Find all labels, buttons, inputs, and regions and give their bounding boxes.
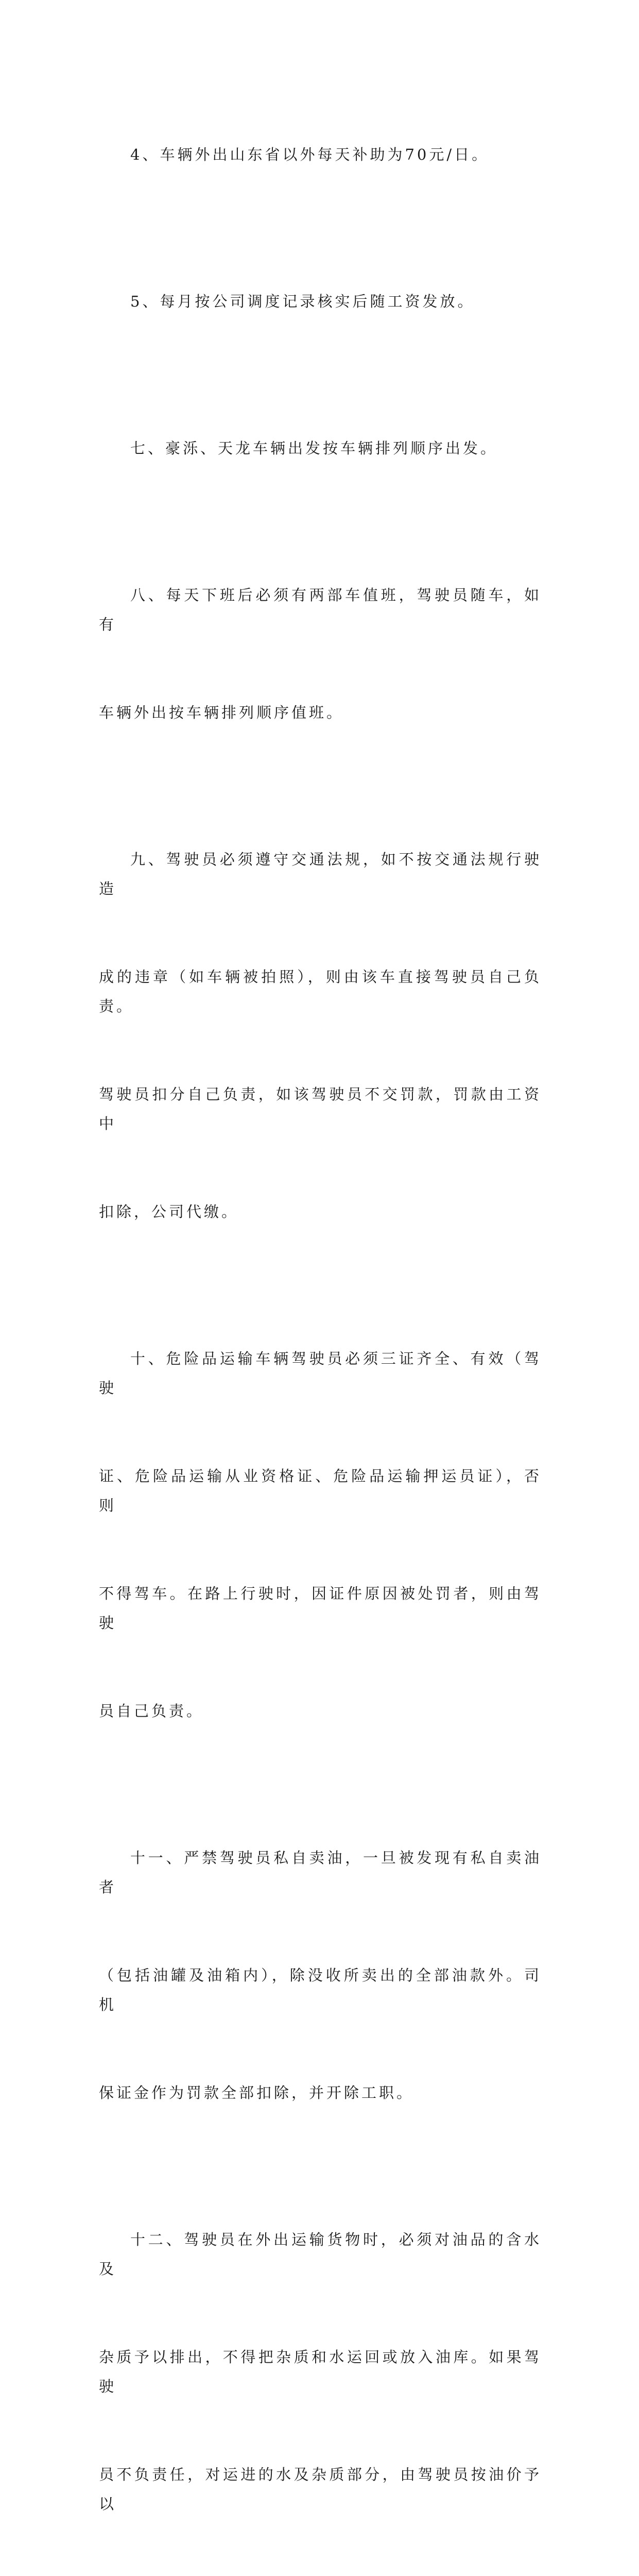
paragraph-line: 成的违章（如车辆被拍照），则由该车直接驾驶员自己负责。	[99, 968, 542, 1015]
paragraph-line: 十、危险品运输车辆驾驶员必须三证齐全、有效（驾驶	[99, 1350, 542, 1397]
paragraph-line: （包括油罐及油箱内），除没收所卖出的全部油款外。司机	[99, 1967, 542, 2013]
paragraph-10-hazmat-certificates	[99, 1285, 542, 1785]
paragraph-line: 十一、严禁驾驶员私自卖油，一旦被发现有私自卖油者	[99, 1849, 542, 1896]
paragraph-line: 保证金作为罚款全部扣除，并开除工职。	[99, 2084, 415, 2102]
paragraph-line: 不得驾车。在路上行驶时，因证件原因被处罚者，则由驾驶	[99, 1585, 542, 1632]
paragraph-7-departure-order	[99, 375, 542, 522]
paragraph-line: 员自己负责。	[99, 1702, 204, 1720]
document-body	[99, 81, 542, 2576]
paragraph-12-impurities	[99, 2166, 542, 2576]
paragraph-line: 杂质予以排出，不得把杂质和水运回或放入油库。如果驾驶	[99, 2348, 542, 2395]
paragraph-line: 七、豪泺、天龙车辆出发按车辆排列顺序出发。	[130, 439, 498, 457]
paragraph-line: 九、驾驶员必须遵守交通法规，如不按交通法规行驶造	[99, 851, 542, 897]
paragraph-line: 十二、驾驶员在外出运输货物时，必须对油品的含水及	[99, 2231, 542, 2278]
paragraph-4-subsidy	[99, 81, 542, 228]
paragraph-11-oil-selling	[99, 1785, 542, 2166]
paragraph-line: 驾驶员扣分自己负责，如该驾驶员不交罚款，罚款由工资中	[99, 1086, 542, 1132]
paragraph-line: 5、每月按公司调度记录核实后随工资发放。	[130, 293, 475, 310]
paragraph-9-traffic-rules	[99, 786, 542, 1285]
paragraph-8-duty	[99, 522, 542, 786]
paragraph-line: 车辆外出按车辆排列顺序值班。	[99, 704, 344, 721]
paragraph-line: 八、每天下班后必须有两部车值班，驾驶员随车，如有	[99, 586, 542, 633]
paragraph-5-payment	[99, 228, 542, 375]
paragraph-line: 员不负责任，对运进的水及杂质部分，由驾驶员按油价予以	[99, 2466, 542, 2513]
paragraph-line: 扣除，公司代缴。	[99, 1203, 239, 1221]
paragraph-line: 4、车辆外出山东省以外每天补助为70元/日。	[130, 146, 490, 163]
paragraph-line: 证、危险品运输从业资格证、危险品运输押运员证），否则	[99, 1467, 542, 1514]
